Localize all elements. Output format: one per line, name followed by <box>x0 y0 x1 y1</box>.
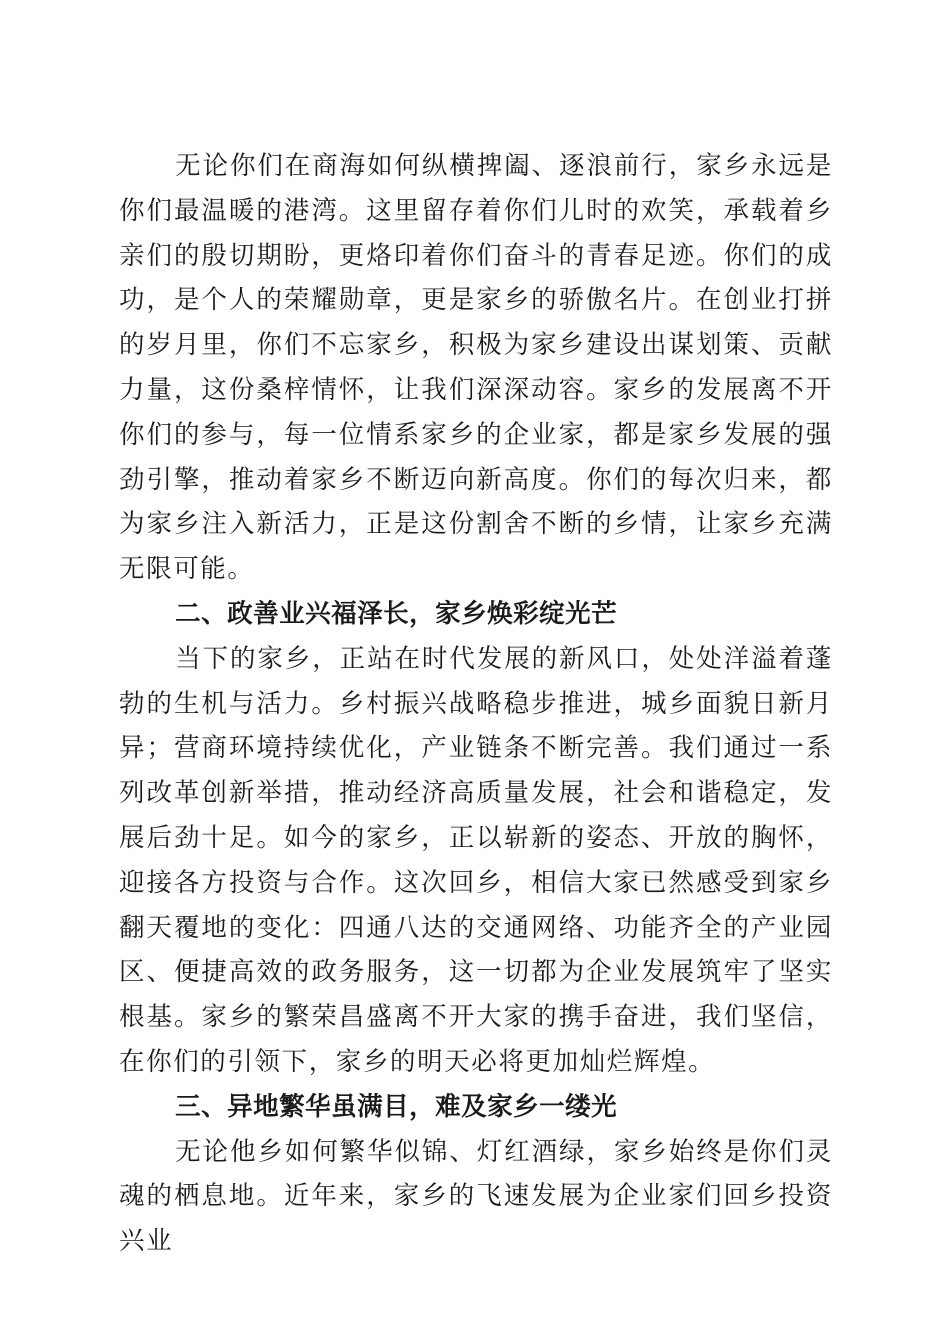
paragraph-hometown-harbor: 无论你们在商海如何纵横捭阖、逐浪前行，家乡永远是你们最温暖的港湾。这里留存着你们儿时的欢笑，承载着乡亲们的殷切期盼，更烙印着你们奋斗的青春足迹。你们的成功，是个人的荣耀勋章，更是家乡的骄傲名片。在创业打拼的岁月里，你们不忘家乡，积极为家乡建设出谋划策、贡献力量，这份桑梓情怀，让我们深深动容。家乡的发展离不开你们的参与，每一位情系家乡的企业家，都是家乡发展的强劲引擎，推动着家乡不断迈向新高度。你们的每次归来，都为家乡注入新活力，正是这份割舍不断的乡情，让家乡充满无限可能。 <box>119 151 833 585</box>
paragraph-hometown-soul: 无论他乡如何繁华似锦、灯红酒绿，家乡始终是你们灵魂的栖息地。近年来，家乡的飞速发展为企业家们回乡投资兴业 <box>119 1136 833 1257</box>
document-body <box>119 144 833 1264</box>
section-heading-three: 三、异地繁华虽满目，难及家乡一缕光 <box>175 1091 618 1122</box>
section-heading-two: 二、政善业兴福泽长，家乡焕彩绽光芒 <box>175 598 618 629</box>
paragraph-hometown-development: 当下的家乡，正站在时代发展的新风口，处处洋溢着蓬勃的生机与活力。乡村振兴战略稳步推进，城乡面貌日新月异；营商环境持续优化，产业链条不断完善。我们通过一系列改革创新举措，推动经济高质量发展，社会和谐稳定，发展后劲十足。如今的家乡，正以崭新的姿态、开放的胸怀，迎接各方投资与合作。这次回乡，相信大家已然感受到家乡翻天覆地的变化：四通八达的交通网络、功能齐全的产业园区、便捷高效的政务服务，这一切都为企业发展筑牢了坚实根基。家乡的繁荣昌盛离不开大家的携手奋进，我们坚信，在你们的引领下，家乡的明天必将更加灿烂辉煌。 <box>119 643 833 1077</box>
